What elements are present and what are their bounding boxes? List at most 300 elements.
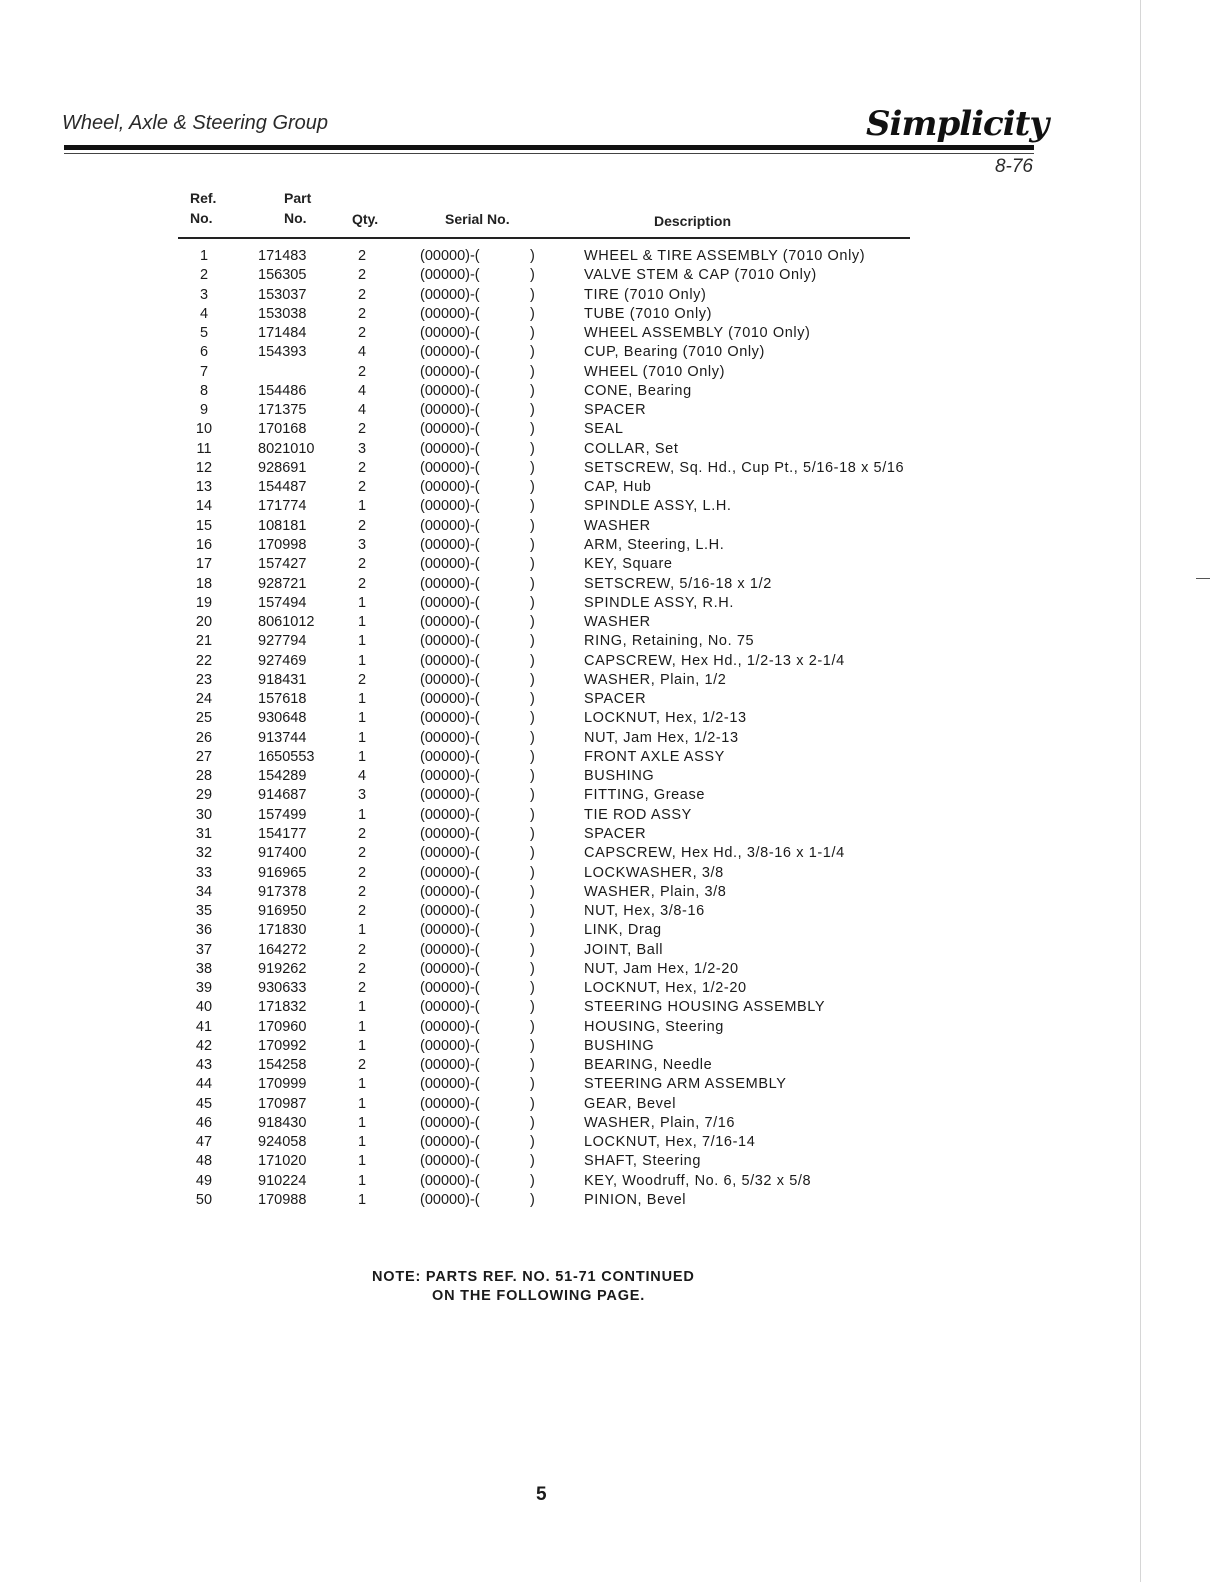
part-number-cell: 917378 bbox=[258, 883, 307, 900]
description-cell: TIRE (7010 Only) bbox=[584, 286, 707, 303]
serial-cell: (00000)-( bbox=[420, 671, 480, 688]
serial-close-cell: ) bbox=[530, 768, 535, 785]
qty-cell: 2 bbox=[358, 980, 367, 997]
serial-close-cell: ) bbox=[530, 864, 535, 881]
ref-cell: 4 bbox=[199, 305, 209, 322]
ref-cell: 27 bbox=[195, 748, 213, 765]
serial-cell: (00000)-( bbox=[420, 325, 480, 342]
description-cell: WHEEL (7010 Only) bbox=[584, 363, 726, 380]
description-cell: KEY, Square bbox=[584, 556, 673, 573]
ref-cell: 8 bbox=[199, 382, 209, 399]
description-cell: VALVE STEM & CAP (7010 Only) bbox=[584, 267, 817, 284]
ref-cell: 1 bbox=[199, 248, 209, 264]
qty-cell: 1 bbox=[358, 1018, 367, 1035]
description-cell: WHEEL ASSEMBLY (7010 Only) bbox=[584, 325, 811, 342]
table-row bbox=[0, 902, 1222, 921]
ref-cell: 3 bbox=[199, 286, 209, 303]
qty-cell: 2 bbox=[358, 864, 367, 881]
ref-cell: 43 bbox=[195, 1057, 213, 1074]
qty-cell: 1 bbox=[358, 1095, 367, 1112]
serial-cell: (00000)-( bbox=[420, 382, 480, 399]
ref-cell: 36 bbox=[195, 922, 213, 939]
serial-close-cell: ) bbox=[530, 729, 535, 746]
note-line-1: NOTE: PARTS REF. NO. 51-71 CONTINUED bbox=[372, 1269, 695, 1285]
part-number-cell: 164272 bbox=[258, 941, 307, 958]
description-cell: RING, Retaining, No. 75 bbox=[584, 633, 755, 650]
description-cell: LINK, Drag bbox=[584, 922, 662, 939]
table-row bbox=[0, 286, 1222, 305]
table-row bbox=[0, 1152, 1222, 1171]
ref-cell: 34 bbox=[195, 883, 213, 900]
ref-cell: 32 bbox=[195, 845, 213, 862]
description-cell: CONE, Bearing bbox=[584, 382, 692, 399]
table-row bbox=[0, 594, 1222, 613]
serial-cell: (00000)-( bbox=[420, 286, 480, 303]
serial-close-cell: ) bbox=[530, 517, 535, 534]
ref-cell: 11 bbox=[196, 440, 212, 457]
description-cell: STEERING ARM ASSEMBLY bbox=[584, 1076, 787, 1093]
qty-cell: 1 bbox=[358, 729, 367, 746]
serial-close-cell: ) bbox=[530, 941, 535, 958]
qty-cell: 2 bbox=[358, 479, 367, 496]
serial-cell: (00000)-( bbox=[420, 479, 480, 496]
table-row bbox=[0, 844, 1222, 863]
ref-cell: 47 bbox=[195, 1134, 213, 1151]
part-number-cell: 171483 bbox=[258, 248, 307, 264]
part-number-cell: 154486 bbox=[258, 382, 307, 399]
qty-cell: 1 bbox=[358, 1153, 367, 1170]
part-number-cell: 8061012 bbox=[258, 614, 315, 631]
ref-cell: 38 bbox=[195, 960, 213, 977]
qty-cell: 2 bbox=[358, 960, 367, 977]
ref-cell: 16 bbox=[195, 536, 213, 553]
description-cell: STEERING HOUSING ASSEMBLY bbox=[584, 999, 826, 1016]
serial-close-cell: ) bbox=[530, 1057, 535, 1074]
serial-cell: (00000)-( bbox=[420, 440, 480, 457]
serial-close-cell: ) bbox=[530, 479, 535, 496]
description-cell: CAPSCREW, Hex Hd., 3/8-16 x 1-1/4 bbox=[584, 845, 845, 862]
table-row bbox=[0, 459, 1222, 478]
part-number-cell: 910224 bbox=[258, 1172, 307, 1189]
table-header-rule bbox=[178, 237, 910, 239]
scan-mark bbox=[1196, 578, 1210, 579]
table-row bbox=[0, 1095, 1222, 1114]
serial-cell: (00000)-( bbox=[420, 459, 480, 476]
qty-cell: 2 bbox=[358, 286, 367, 303]
serial-cell: (00000)-( bbox=[420, 1037, 480, 1054]
table-row bbox=[0, 941, 1222, 960]
ref-cell: 5 bbox=[199, 325, 209, 342]
serial-cell: (00000)-( bbox=[420, 594, 480, 611]
serial-close-cell: ) bbox=[530, 922, 535, 939]
part-number-cell: 918431 bbox=[258, 671, 307, 688]
serial-close-cell: ) bbox=[530, 1018, 535, 1035]
qty-cell: 2 bbox=[358, 325, 367, 342]
table-row bbox=[0, 613, 1222, 632]
serial-cell: (00000)-( bbox=[420, 498, 480, 515]
description-cell: BUSHING bbox=[584, 768, 655, 785]
part-number-cell: 928721 bbox=[258, 575, 307, 592]
serial-close-cell: ) bbox=[530, 267, 535, 284]
serial-cell: (00000)-( bbox=[420, 980, 480, 997]
scan-edge bbox=[1140, 0, 1141, 1582]
qty-cell: 2 bbox=[358, 575, 367, 592]
serial-close-cell: ) bbox=[530, 421, 535, 438]
description-cell: CAP, Hub bbox=[584, 479, 652, 496]
serial-close-cell: ) bbox=[530, 382, 535, 399]
serial-close-cell: ) bbox=[530, 960, 535, 977]
col-header-part-1: Part bbox=[284, 190, 312, 206]
table-row bbox=[0, 671, 1222, 690]
qty-cell: 3 bbox=[358, 440, 367, 457]
description-cell: GEAR, Bevel bbox=[584, 1095, 677, 1112]
description-cell: HOUSING, Steering bbox=[584, 1018, 724, 1035]
description-cell: LOCKNUT, Hex, 1/2-13 bbox=[584, 710, 747, 727]
description-cell: ARM, Steering, L.H. bbox=[584, 536, 725, 553]
ref-cell: 35 bbox=[195, 903, 213, 920]
serial-cell: (00000)-( bbox=[420, 575, 480, 592]
ref-cell: 23 bbox=[195, 671, 213, 688]
part-number-cell: 170987 bbox=[258, 1095, 307, 1112]
serial-cell: (00000)-( bbox=[420, 248, 480, 264]
serial-cell: (00000)-( bbox=[420, 402, 480, 419]
serial-close-cell: ) bbox=[530, 1076, 535, 1093]
serial-cell: (00000)-( bbox=[420, 517, 480, 534]
qty-cell: 4 bbox=[358, 402, 367, 419]
part-number-cell: 170168 bbox=[258, 421, 307, 438]
part-number-cell: 916965 bbox=[258, 864, 307, 881]
part-number-cell: 171020 bbox=[258, 1153, 307, 1170]
table-row bbox=[0, 998, 1222, 1017]
serial-cell: (00000)-( bbox=[420, 960, 480, 977]
part-number-cell: 927794 bbox=[258, 633, 307, 650]
qty-cell: 2 bbox=[358, 248, 367, 264]
ref-cell: 31 bbox=[195, 825, 213, 842]
part-number-cell: 171484 bbox=[258, 325, 307, 342]
table-row bbox=[0, 536, 1222, 555]
col-header-serial: Serial No. bbox=[445, 211, 510, 227]
serial-close-cell: ) bbox=[530, 691, 535, 708]
page-number: 5 bbox=[536, 1484, 547, 1505]
part-number-cell: 170988 bbox=[258, 1192, 307, 1209]
table-row bbox=[0, 690, 1222, 709]
part-number-cell: 154258 bbox=[258, 1057, 307, 1074]
serial-close-cell: ) bbox=[530, 980, 535, 997]
table-row bbox=[0, 979, 1222, 998]
ref-cell: 20 bbox=[195, 614, 213, 631]
serial-cell: (00000)-( bbox=[420, 536, 480, 553]
qty-cell: 3 bbox=[358, 536, 367, 553]
description-cell: WASHER bbox=[584, 614, 651, 631]
serial-close-cell: ) bbox=[530, 1153, 535, 1170]
ref-cell: 29 bbox=[195, 787, 213, 804]
qty-cell: 1 bbox=[358, 710, 367, 727]
table-row bbox=[0, 401, 1222, 420]
ref-cell: 33 bbox=[195, 864, 213, 881]
table-row bbox=[0, 632, 1222, 651]
serial-cell: (00000)-( bbox=[420, 768, 480, 785]
qty-cell: 3 bbox=[358, 787, 367, 804]
table-row bbox=[0, 1133, 1222, 1152]
ref-cell: 18 bbox=[195, 575, 213, 592]
serial-close-cell: ) bbox=[530, 440, 535, 457]
ref-cell: 37 bbox=[195, 941, 213, 958]
qty-cell: 1 bbox=[358, 1134, 367, 1151]
qty-cell: 1 bbox=[358, 652, 367, 669]
serial-cell: (00000)-( bbox=[420, 1018, 480, 1035]
part-number-cell: 171830 bbox=[258, 922, 307, 939]
table-row bbox=[0, 709, 1222, 728]
qty-cell: 2 bbox=[358, 941, 367, 958]
serial-close-cell: ) bbox=[530, 1172, 535, 1189]
part-number-cell: 171832 bbox=[258, 999, 307, 1016]
serial-cell: (00000)-( bbox=[420, 305, 480, 322]
part-number-cell: 108181 bbox=[258, 517, 307, 534]
qty-cell: 2 bbox=[358, 421, 367, 438]
serial-close-cell: ) bbox=[530, 1095, 535, 1112]
description-cell: SPACER bbox=[584, 691, 647, 708]
serial-close-cell: ) bbox=[530, 498, 535, 515]
description-cell: CUP, Bearing (7010 Only) bbox=[584, 344, 765, 361]
serial-cell: (00000)-( bbox=[420, 1192, 480, 1209]
qty-cell: 1 bbox=[358, 1076, 367, 1093]
qty-cell: 1 bbox=[358, 1192, 367, 1209]
description-cell: WASHER bbox=[584, 517, 651, 534]
ref-cell: 21 bbox=[195, 633, 213, 650]
table-row bbox=[0, 324, 1222, 343]
qty-cell: 2 bbox=[358, 883, 367, 900]
part-number-cell: 170992 bbox=[258, 1037, 307, 1054]
description-cell: SETSCREW, Sq. Hd., Cup Pt., 5/16-18 x 5/16 bbox=[584, 459, 905, 476]
table-row bbox=[0, 247, 1222, 266]
table-row bbox=[0, 883, 1222, 902]
serial-cell: (00000)-( bbox=[420, 691, 480, 708]
part-number-cell: 171774 bbox=[258, 498, 307, 515]
serial-cell: (00000)-( bbox=[420, 1172, 480, 1189]
serial-close-cell: ) bbox=[530, 402, 535, 419]
serial-close-cell: ) bbox=[530, 806, 535, 823]
description-cell: KEY, Woodruff, No. 6, 5/32 x 5/8 bbox=[584, 1172, 812, 1189]
serial-close-cell: ) bbox=[530, 536, 535, 553]
description-cell: JOINT, Ball bbox=[584, 941, 664, 958]
description-cell: PINION, Bevel bbox=[584, 1192, 687, 1209]
qty-cell: 2 bbox=[358, 305, 367, 322]
serial-close-cell: ) bbox=[530, 363, 535, 380]
table-row bbox=[0, 960, 1222, 979]
ref-cell: 24 bbox=[195, 691, 213, 708]
part-number-cell: 8021010 bbox=[258, 440, 315, 457]
part-number-cell: 153038 bbox=[258, 305, 307, 322]
table-row bbox=[0, 921, 1222, 940]
part-number-cell: 918430 bbox=[258, 1114, 307, 1131]
part-number-cell: 919262 bbox=[258, 960, 307, 977]
part-number-cell: 930648 bbox=[258, 710, 307, 727]
description-cell: CAPSCREW, Hex Hd., 1/2-13 x 2-1/4 bbox=[584, 652, 845, 669]
serial-cell: (00000)-( bbox=[420, 614, 480, 631]
ref-cell: 44 bbox=[195, 1076, 213, 1093]
col-header-ref-2: No. bbox=[190, 210, 213, 226]
serial-close-cell: ) bbox=[530, 459, 535, 476]
serial-cell: (00000)-( bbox=[420, 903, 480, 920]
table-row bbox=[0, 478, 1222, 497]
description-cell: FRONT AXLE ASSY bbox=[584, 748, 725, 765]
description-cell: BUSHING bbox=[584, 1037, 655, 1054]
serial-cell: (00000)-( bbox=[420, 344, 480, 361]
qty-cell: 1 bbox=[358, 614, 367, 631]
description-cell: WASHER, Plain, 3/8 bbox=[584, 883, 727, 900]
table-row bbox=[0, 575, 1222, 594]
part-number-cell: 157494 bbox=[258, 594, 307, 611]
table-row bbox=[0, 1018, 1222, 1037]
ref-cell: 19 bbox=[195, 594, 213, 611]
description-cell: TUBE (7010 Only) bbox=[584, 305, 713, 322]
serial-close-cell: ) bbox=[530, 652, 535, 669]
table-row bbox=[0, 440, 1222, 459]
description-cell: NUT, Hex, 3/8-16 bbox=[584, 903, 705, 920]
description-cell: FITTING, Grease bbox=[584, 787, 705, 804]
col-header-part-2: No. bbox=[284, 210, 307, 226]
table-row bbox=[0, 266, 1222, 285]
serial-close-cell: ) bbox=[530, 1192, 535, 1209]
qty-cell: 1 bbox=[358, 594, 367, 611]
serial-close-cell: ) bbox=[530, 325, 535, 342]
qty-cell: 4 bbox=[358, 382, 367, 399]
ref-cell: 46 bbox=[195, 1114, 213, 1131]
ref-cell: 12 bbox=[195, 459, 213, 476]
qty-cell: 1 bbox=[358, 1114, 367, 1131]
serial-cell: (00000)-( bbox=[420, 363, 480, 380]
ref-cell: 17 bbox=[195, 556, 213, 573]
col-header-ref-1: Ref. bbox=[190, 190, 217, 206]
serial-cell: (00000)-( bbox=[420, 729, 480, 746]
description-cell: LOCKNUT, Hex, 1/2-20 bbox=[584, 980, 747, 997]
qty-cell: 1 bbox=[358, 1172, 367, 1189]
qty-cell: 1 bbox=[358, 748, 367, 765]
description-cell: NUT, Jam Hex, 1/2-20 bbox=[584, 960, 739, 977]
continuation-note bbox=[372, 1268, 712, 1306]
parts-table bbox=[0, 247, 1222, 1210]
table-row bbox=[0, 748, 1222, 767]
serial-cell: (00000)-( bbox=[420, 941, 480, 958]
qty-cell: 2 bbox=[358, 825, 367, 842]
serial-close-cell: ) bbox=[530, 1037, 535, 1054]
qty-cell: 1 bbox=[358, 691, 367, 708]
serial-close-cell: ) bbox=[530, 883, 535, 900]
part-number-cell: 1650553 bbox=[258, 748, 315, 765]
part-number-cell: 914687 bbox=[258, 787, 307, 804]
serial-cell: (00000)-( bbox=[420, 806, 480, 823]
table-row bbox=[0, 363, 1222, 382]
serial-cell: (00000)-( bbox=[420, 922, 480, 939]
col-header-qty: Qty. bbox=[352, 211, 379, 227]
qty-cell: 2 bbox=[358, 556, 367, 573]
ref-cell: 30 bbox=[195, 806, 213, 823]
qty-cell: 2 bbox=[358, 267, 367, 284]
qty-cell: 2 bbox=[358, 903, 367, 920]
table-row bbox=[0, 517, 1222, 536]
part-number-cell: 927469 bbox=[258, 652, 307, 669]
table-row bbox=[0, 497, 1222, 516]
table-row bbox=[0, 806, 1222, 825]
ref-cell: 49 bbox=[195, 1172, 213, 1189]
serial-close-cell: ) bbox=[530, 575, 535, 592]
table-row bbox=[0, 382, 1222, 401]
serial-close-cell: ) bbox=[530, 1134, 535, 1151]
serial-cell: (00000)-( bbox=[420, 825, 480, 842]
serial-close-cell: ) bbox=[530, 903, 535, 920]
part-number-cell: 154393 bbox=[258, 344, 307, 361]
part-number-cell: 156305 bbox=[258, 267, 307, 284]
qty-cell: 2 bbox=[358, 845, 367, 862]
serial-close-cell: ) bbox=[530, 248, 535, 264]
table-row bbox=[0, 1191, 1222, 1210]
table-row bbox=[0, 1037, 1222, 1056]
part-number-cell: 930633 bbox=[258, 980, 307, 997]
serial-cell: (00000)-( bbox=[420, 652, 480, 669]
part-number-cell: 157427 bbox=[258, 556, 307, 573]
serial-close-cell: ) bbox=[530, 556, 535, 573]
serial-close-cell: ) bbox=[530, 787, 535, 804]
qty-cell: 4 bbox=[358, 344, 367, 361]
ref-cell: 40 bbox=[195, 999, 213, 1016]
ref-cell: 10 bbox=[195, 421, 213, 438]
qty-cell: 2 bbox=[358, 1057, 367, 1074]
ref-cell: 15 bbox=[195, 517, 213, 534]
serial-cell: (00000)-( bbox=[420, 845, 480, 862]
qty-cell: 2 bbox=[358, 671, 367, 688]
description-cell: SETSCREW, 5/16-18 x 1/2 bbox=[584, 575, 772, 592]
serial-close-cell: ) bbox=[530, 671, 535, 688]
ref-cell: 48 bbox=[195, 1153, 213, 1170]
ref-cell: 9 bbox=[199, 402, 209, 419]
table-row bbox=[0, 343, 1222, 362]
table-row bbox=[0, 652, 1222, 671]
qty-cell: 1 bbox=[358, 999, 367, 1016]
part-number-cell: 917400 bbox=[258, 845, 307, 862]
qty-cell: 1 bbox=[358, 806, 367, 823]
ref-cell: 14 bbox=[195, 498, 213, 515]
description-cell: SEAL bbox=[584, 421, 624, 438]
description-cell: WASHER, Plain, 1/2 bbox=[584, 671, 727, 688]
part-number-cell: 916950 bbox=[258, 903, 307, 920]
serial-cell: (00000)-( bbox=[420, 421, 480, 438]
serial-close-cell: ) bbox=[530, 710, 535, 727]
serial-cell: (00000)-( bbox=[420, 999, 480, 1016]
header-rule-thin bbox=[64, 153, 1034, 154]
ref-cell: 22 bbox=[195, 652, 213, 669]
description-cell: SHAFT, Steering bbox=[584, 1153, 701, 1170]
serial-cell: (00000)-( bbox=[420, 1057, 480, 1074]
serial-cell: (00000)-( bbox=[420, 1114, 480, 1131]
table-row bbox=[0, 1172, 1222, 1191]
description-cell: SPACER bbox=[584, 402, 647, 419]
qty-cell: 1 bbox=[358, 922, 367, 939]
ref-cell: 2 bbox=[199, 267, 209, 284]
description-cell: BEARING, Needle bbox=[584, 1057, 713, 1074]
qty-cell: 1 bbox=[358, 633, 367, 650]
table-row bbox=[0, 1056, 1222, 1075]
part-number-cell: 170960 bbox=[258, 1018, 307, 1035]
table-row bbox=[0, 825, 1222, 844]
description-cell: COLLAR, Set bbox=[584, 440, 679, 457]
serial-cell: (00000)-( bbox=[420, 1076, 480, 1093]
serial-cell: (00000)-( bbox=[420, 787, 480, 804]
date-code: 8-76 bbox=[994, 156, 1033, 177]
part-number-cell: 924058 bbox=[258, 1134, 307, 1151]
table-row bbox=[0, 767, 1222, 786]
serial-cell: (00000)-( bbox=[420, 1095, 480, 1112]
description-cell: NUT, Jam Hex, 1/2-13 bbox=[584, 729, 739, 746]
